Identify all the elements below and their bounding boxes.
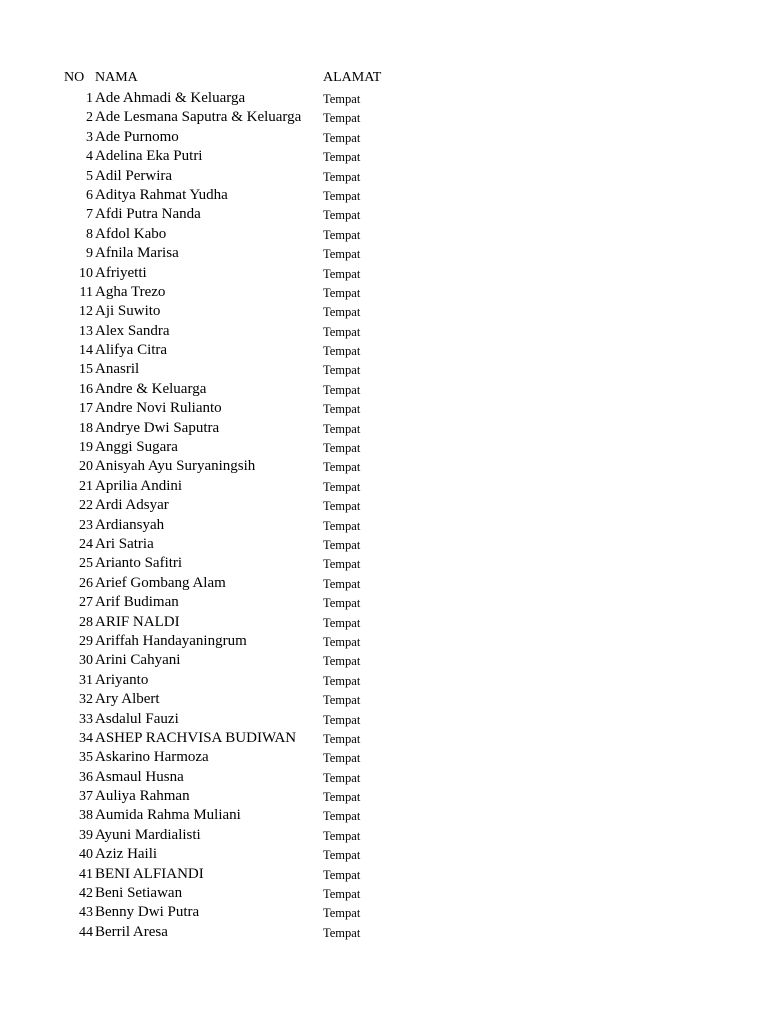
- row-number: 39: [79, 827, 93, 843]
- row-number: 4: [86, 149, 93, 165]
- table-row: [0, 244, 768, 263]
- row-address: Tempat: [323, 673, 361, 688]
- row-address: Tempat: [323, 925, 361, 940]
- row-number: 5: [86, 168, 93, 184]
- row-number: 34: [79, 730, 93, 746]
- row-name: Aditya Rahmat Yudha: [95, 186, 228, 203]
- row-address: Tempat: [323, 247, 361, 262]
- row-address: Tempat: [323, 92, 361, 106]
- table-row: [0, 205, 768, 224]
- row-number: 42: [79, 886, 93, 902]
- row-number: 35: [79, 750, 93, 766]
- row-number: 29: [79, 633, 93, 649]
- row-address: Tempat: [323, 906, 361, 921]
- table-row: [0, 516, 768, 535]
- row-address: Tempat: [323, 867, 361, 882]
- row-number: 9: [86, 246, 93, 262]
- row-name: Ade Ahmadi & Keluarga: [95, 90, 246, 106]
- row-number: 28: [79, 614, 93, 630]
- row-address: Tempat: [323, 169, 361, 184]
- table-row: [0, 729, 768, 748]
- table-row: [0, 535, 768, 554]
- table-row: [0, 632, 768, 651]
- row-name: Andre Novi Rulianto: [95, 400, 222, 417]
- row-number: 12: [79, 304, 93, 320]
- row-number: 27: [79, 595, 93, 611]
- row-address: Tempat: [323, 499, 361, 514]
- row-name: Berril Aresa: [95, 923, 168, 940]
- table-row: [0, 399, 768, 418]
- row-address: Tempat: [323, 382, 361, 397]
- row-name: Auliya Rahman: [95, 788, 190, 805]
- row-number: 14: [79, 343, 93, 359]
- table-row: [0, 787, 768, 806]
- row-name: Adelina Eka Putri: [95, 148, 203, 165]
- row-address: Tempat: [323, 731, 361, 746]
- row-name: Aprilia Andini: [95, 477, 183, 494]
- row-number: 8: [86, 226, 93, 242]
- table-row: [0, 264, 768, 283]
- table-row: [0, 806, 768, 825]
- row-address: Tempat: [323, 305, 361, 320]
- row-name: Anggi Sugara: [95, 439, 178, 456]
- row-address: Tempat: [323, 324, 361, 339]
- row-name: Arianto Safitri: [95, 555, 183, 572]
- row-name: Arini Cahyani: [95, 652, 181, 669]
- row-number: 43: [79, 905, 93, 921]
- row-address: Tempat: [323, 537, 361, 552]
- row-number: 26: [79, 575, 93, 591]
- table-body: [0, 89, 768, 942]
- table-row: [0, 283, 768, 302]
- table-header: [0, 69, 768, 87]
- table-row: [0, 613, 768, 632]
- table-row: [0, 671, 768, 690]
- row-number: 3: [86, 129, 93, 145]
- row-number: 38: [79, 808, 93, 824]
- row-name: Aumida Rahma Muliani: [95, 807, 241, 824]
- row-number: 32: [79, 692, 93, 708]
- row-name: Benny Dwi Putra: [95, 904, 200, 921]
- table-row: [0, 322, 768, 341]
- table-row: [0, 884, 768, 903]
- row-name: Afriyetti: [95, 264, 147, 281]
- row-number: 18: [79, 420, 93, 436]
- row-name: Andrye Dwi Saputra: [95, 419, 220, 436]
- row-address: Tempat: [323, 227, 361, 242]
- table-row: [0, 341, 768, 360]
- row-name: Afdi Putra Nanda: [95, 206, 201, 223]
- table-row: [0, 128, 768, 147]
- row-name: Ayuni Mardialisti: [95, 826, 201, 843]
- row-address: Tempat: [323, 693, 361, 708]
- table-row: [0, 147, 768, 166]
- row-name: Afdol Kabo: [95, 225, 167, 242]
- table-row: [0, 748, 768, 767]
- row-number: 15: [79, 362, 93, 378]
- table-row: [0, 651, 768, 670]
- row-name: Arief Gombang Alam: [95, 574, 226, 591]
- table-row: [0, 89, 768, 108]
- row-name: Agha Trezo: [95, 283, 166, 300]
- row-number: 10: [79, 265, 93, 281]
- row-number: 40: [79, 847, 93, 863]
- table-row: [0, 167, 768, 186]
- row-address: Tempat: [323, 615, 361, 630]
- row-address: Tempat: [323, 596, 361, 611]
- row-number: 22: [79, 498, 93, 514]
- row-address: Tempat: [323, 188, 361, 203]
- row-address: Tempat: [323, 402, 361, 417]
- table-row: [0, 710, 768, 729]
- row-name: BENI ALFIANDI: [95, 865, 204, 882]
- row-name: Aji Suwito: [95, 303, 161, 320]
- row-name: Afnila Marisa: [95, 245, 179, 262]
- row-number: 1: [86, 91, 93, 106]
- row-address: Tempat: [323, 479, 361, 494]
- row-address: Tempat: [323, 712, 361, 727]
- row-address: Tempat: [323, 654, 361, 669]
- row-name: Aziz Haili: [95, 846, 158, 863]
- row-name: Adil Perwira: [95, 167, 173, 184]
- table-row: [0, 826, 768, 845]
- table-row: [0, 574, 768, 593]
- row-number: 44: [79, 924, 93, 940]
- row-number: 16: [79, 381, 93, 397]
- row-number: 20: [79, 459, 93, 475]
- header-nama: NAMA: [95, 70, 138, 85]
- table-row: [0, 923, 768, 942]
- row-number: 13: [79, 323, 93, 339]
- row-name: Arif Budiman: [95, 594, 179, 611]
- row-name: Ary Albert: [95, 691, 160, 708]
- table-row: [0, 554, 768, 573]
- table-row: [0, 186, 768, 205]
- table-row: [0, 845, 768, 864]
- row-name: Ardi Adsyar: [95, 497, 169, 514]
- row-address: Tempat: [323, 770, 361, 785]
- row-address: Tempat: [323, 150, 361, 165]
- row-name: Anisyah Ayu Suryaningsih: [95, 458, 256, 475]
- row-address: Tempat: [323, 576, 361, 591]
- row-number: 23: [79, 517, 93, 533]
- row-address: Tempat: [323, 208, 361, 223]
- row-address: Tempat: [323, 441, 361, 456]
- row-number: 33: [79, 711, 93, 727]
- row-name: Ade Lesmana Saputra & Keluarga: [95, 109, 302, 126]
- table-row: [0, 593, 768, 612]
- row-address: Tempat: [323, 557, 361, 572]
- row-name: Ari Satria: [95, 535, 154, 552]
- header-no: NO: [64, 70, 85, 85]
- row-name: Beni Setiawan: [95, 885, 183, 902]
- row-address: Tempat: [323, 344, 361, 359]
- row-name: Anasril: [95, 361, 140, 378]
- row-address: Tempat: [323, 809, 361, 824]
- row-address: Tempat: [323, 828, 361, 843]
- row-number: 37: [79, 789, 93, 805]
- table-row: [0, 225, 768, 244]
- table-row: [0, 690, 768, 709]
- row-number: 6: [86, 187, 93, 203]
- row-address: Tempat: [323, 887, 361, 902]
- row-name: Asdalul Fauzi: [95, 710, 179, 727]
- row-address: Tempat: [323, 111, 361, 126]
- row-number: 31: [79, 672, 93, 688]
- row-name: Ardiansyah: [95, 516, 165, 533]
- row-number: 30: [79, 653, 93, 669]
- row-address: Tempat: [323, 285, 361, 300]
- table-row: [0, 360, 768, 379]
- table-row: [0, 302, 768, 321]
- row-name: Ariyanto: [95, 671, 149, 688]
- row-number: 24: [79, 536, 93, 552]
- table-row: [0, 438, 768, 457]
- header-alamat: ALAMAT: [323, 70, 382, 85]
- row-address: Tempat: [323, 790, 361, 805]
- table-row: [0, 903, 768, 922]
- row-address: Tempat: [323, 421, 361, 436]
- table-row: [0, 496, 768, 515]
- row-number: 7: [86, 207, 93, 223]
- row-number: 17: [79, 401, 93, 417]
- row-name: Alex Sandra: [95, 322, 170, 339]
- table-row: [0, 419, 768, 438]
- table-row: [0, 108, 768, 127]
- table-row: [0, 457, 768, 476]
- row-address: Tempat: [323, 266, 361, 281]
- table-row: [0, 477, 768, 496]
- table-row: [0, 768, 768, 787]
- row-address: Tempat: [323, 130, 361, 145]
- row-address: Tempat: [323, 518, 361, 533]
- row-address: Tempat: [323, 634, 361, 649]
- table-row: [0, 865, 768, 884]
- row-name: Ariffah Handayaningrum: [95, 632, 247, 649]
- row-name: Andre & Keluarga: [95, 380, 207, 397]
- row-name: Askarino Harmoza: [95, 749, 209, 766]
- row-address: Tempat: [323, 848, 361, 863]
- row-number: 41: [79, 866, 93, 882]
- row-name: ASHEP RACHVISA BUDIWAN: [95, 729, 297, 746]
- row-name: ARIF NALDI: [95, 613, 180, 630]
- row-name: Asmaul Husna: [95, 768, 184, 785]
- row-number: 2: [86, 110, 93, 126]
- row-number: 11: [79, 284, 93, 300]
- row-number: 19: [79, 440, 93, 456]
- row-number: 36: [79, 769, 93, 785]
- table-row: [0, 380, 768, 399]
- row-number: 25: [79, 556, 93, 572]
- row-address: Tempat: [323, 363, 361, 378]
- row-name: Alifya Citra: [95, 342, 168, 359]
- row-name: Ade Purnomo: [95, 128, 179, 145]
- row-address: Tempat: [323, 460, 361, 475]
- row-address: Tempat: [323, 751, 361, 766]
- row-number: 21: [79, 478, 93, 494]
